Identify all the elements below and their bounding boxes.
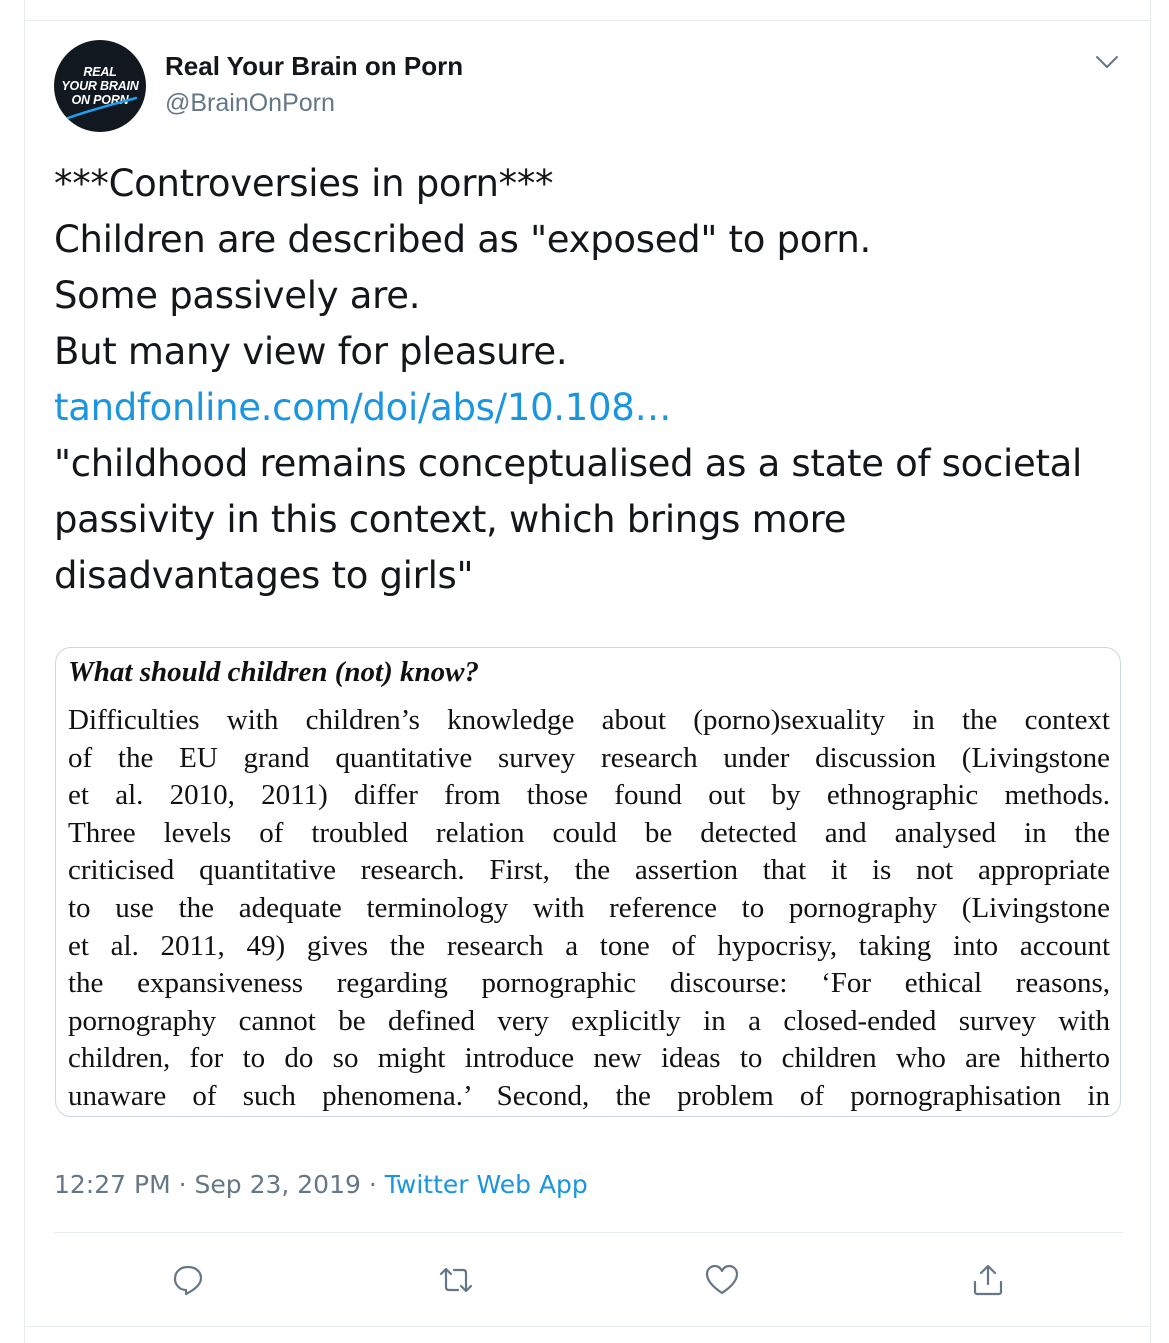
like-button[interactable] (702, 1260, 742, 1300)
retweet-button[interactable] (436, 1260, 476, 1300)
tweet-date[interactable]: Sep 23, 2019 (194, 1170, 361, 1199)
retweet-icon (437, 1263, 475, 1297)
tweet-quote-line: disadvantages to girls" (54, 554, 474, 597)
source-app-link[interactable]: Twitter Web App (384, 1170, 588, 1199)
divider (24, 20, 1151, 21)
paper-line: to use the adequate terminology with reference to pornography (Livingstone (68, 891, 1110, 924)
author-handle[interactable]: @BrainOnPorn (165, 89, 335, 117)
avatar[interactable] (54, 40, 146, 132)
paper-excerpt (68, 702, 1110, 1116)
tweet-link[interactable]: tandfonline.com/doi/abs/10.108… (54, 386, 672, 429)
paper-line: criticised quantitative research. First, the assertion that it is not appropriate (68, 854, 1110, 887)
tweet-meta (54, 1170, 588, 1199)
avatar-text-line: REAL (83, 65, 117, 79)
reply-button[interactable] (168, 1260, 208, 1300)
paper-section-title: What should children (not) know? (68, 656, 479, 688)
paper-line: pornography cannot be defined very explicitly in a closed-ended survey with (68, 1004, 1110, 1037)
chevron-down-icon[interactable] (1094, 52, 1120, 72)
tweet-quote-line: "childhood remains conceptualised as a state of societal (54, 442, 1082, 485)
paper-line: et al. 2011, 49) gives the research a tone of hypocrisy, taking into account (68, 929, 1110, 962)
divider (54, 1232, 1123, 1233)
tweet-text (54, 156, 1134, 604)
paper-line: Difficulties with children’s knowledge about (porno)sexuality in the context (68, 704, 1110, 736)
tweet-quote-line: passivity in this context, which brings more (54, 498, 847, 541)
divider (24, 1326, 1151, 1327)
meta-separator: · (368, 1170, 377, 1199)
meta-separator: · (178, 1170, 187, 1199)
author-name[interactable]: Real Your Brain on Porn (165, 51, 464, 81)
paper-line: of the EU grand quantitative survey research under discussion (Livingstone (68, 741, 1110, 774)
tweet-line: Children are described as "exposed" to porn. (54, 218, 871, 261)
tweet-line: ***Controversies in porn*** (54, 162, 554, 205)
paper-line: Three levels of troubled relation could be detected and analysed in the (68, 816, 1110, 849)
like-icon (704, 1263, 740, 1297)
tweet-time[interactable]: 12:27 PM (54, 1170, 171, 1199)
attached-image[interactable] (55, 647, 1121, 1117)
paper-line: the expansiveness regarding pornographic discourse: ‘For ethical reasons, (68, 967, 1110, 1000)
tweet-line: But many view for pleasure. (54, 330, 568, 373)
avatar-text-line: YOUR BRAIN (61, 79, 139, 93)
avatar-text-line: ON PORN (71, 93, 129, 107)
avatar-swoosh-icon (62, 94, 142, 124)
paper-line: unaware of such phenomena.’ Second, the problem of pornographisation in (68, 1079, 1110, 1112)
tweet-line: Some passively are. (54, 274, 421, 317)
share-icon (970, 1262, 1006, 1298)
reply-icon (171, 1263, 205, 1297)
paper-line: et al. 2010, 2011) differ from those found out by ethnographic methods. (68, 779, 1110, 812)
share-button[interactable] (968, 1260, 1008, 1300)
paper-line: children, for to do so might introduce new ideas to children who are hitherto (68, 1042, 1110, 1075)
